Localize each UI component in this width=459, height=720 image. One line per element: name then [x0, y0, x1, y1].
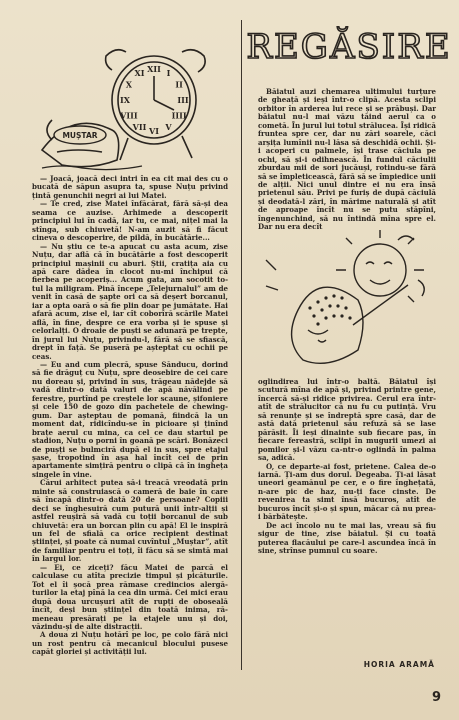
clock-numeral: XI [134, 68, 145, 79]
clock-numeral: XII [147, 64, 161, 74]
right-paragraph-4: De aci încolo nu te mai las, vreau să fiu sigur de tine, zise băiatul. Și cu toată puterea flacăului pe care-l ascundea încă în sine, strînse pumnul cu soare. [258, 520, 436, 556]
author-signature: HORIA ARAMĂ [363, 660, 435, 669]
clock-numeral: IX [120, 95, 130, 105]
left-paragraph-2: — Te cred, zise Matei înfăcărat, fără să-și dea seama ce auzise. Arhimede a descoperit principiul lui în cadă, iar tu, ce mai, nițel mai la stînga, sub chiuvetă! N-am auzit să fi făcut cineva o descoperire, de pildă, în bucătărie... [32, 199, 228, 243]
right-column-text-bottom [258, 378, 436, 556]
page-number: 9 [432, 690, 442, 705]
column-divider [241, 20, 242, 670]
clock-numeral: V [165, 121, 172, 132]
left-paragraph-4: — Eu and cum plecră, spuse Sănducu, dorind să fie drăguț cu Nuțu, spre deosebire de cei care nu doreau și, privind în sus, trăgeau nădejde să vadă dintr-o dată valuri de apă năvălind pe ferestre, purtînd pe creștele lor scaune, șifoniere și cele 150 de gozo din pachetele de chewing-gum. Dar așteptau de pomană, fiindcă la un moment dat, ridicîndu-se în picioare și ținînd brațe aerul cu mina, ca cel ce dau startul pe stadion, Nuțu o porni în goană pe scări. Bonăzeci de pușți se bulmciră după el in sus, spre etajul șase, tropotind în așa hal încît cei de prin apartamente simțiră pentru o clipă că în ingheța singele în vine. [32, 359, 228, 479]
clock-numeral: III [177, 95, 189, 105]
left-paragraph-3: — Nu știu ce te-a apucat cu asta acum, zise Nuțu, dar află că în bucătărie a fost descoperit principiul mașinii cu aburi. Știi, cratița aia cu apă care dădea în clocot nu-mi închipui că fierbea pe acoperiș... Acum gata, am socotit to-tul la miligram. Pină începe „Telejurnalul” am de venit în casă de șapte ori ca să deșert borcanul, iar a opta oară o să fie plin doar pe jumătate. Hai afară acum, zise el, iar cît coborîră scările Matei află, în fine, despre ce era vorba și ie spuse și celorlalți. O droaie de puști se adunară pe trepte, în jurul lui Nuțu, privindu-l, fără să se sfiască, drept în față. Se puseră pe așteptat cu ochii pe ceas. [32, 241, 228, 361]
mustar-jar-label: MUȘTAR [62, 131, 98, 140]
clock-numeral: I [166, 68, 171, 79]
left-paragraph-1: — Joacă, joacă deci intri în ea cit mai des cu o bucată de săpun asupra ta, spuse Nuțu privind țintă genunchii negri ai lui Matei. [32, 174, 228, 200]
boy-and-sun-illustration [258, 230, 436, 375]
clock-numeral: X [125, 79, 133, 90]
left-paragraph-5: Cărui arhitect putea să-i treacă vreodată prin minte să construiască o cameră de baie în care să încapă dintr-o dată 20 de persoane? Copiii deci se înghesuiră cum putură unii într-alții și astfel reușiră să vadă cu toții borcanul de sub chiuvetă: era un borcan plin cu apă! El le inspiră un fel de sfială ca orice recipient destinat științei, și poate că numai cuvîntul „Muștar”, atît de familiar pentru ei toți, îi făcu să se simtă mai în largul lor. [32, 478, 228, 564]
right-column-text-top [258, 88, 436, 232]
clock-numeral: VIII [120, 110, 138, 121]
left-paragraph-6: — Ei, ce ziceți? făcu Matei de parcă el calculase cu atîta precizie timpul și picăturile. Tot el îi șocă prea rămase credincios alergă-turilor la etaj pînă la cea din urmă. Cei mici erau după doua urcușuri atît de rupți de oboseală încît, deși bun științel din toată inima, ră-meneau presărați pe la etajele unu și doi, văzindu-și de alte distracții. [32, 562, 228, 632]
right-paragraph-3: O, ce departe-ai fost, prietene. Calea de-o iarnă. Ți-am dus dorul. Degeaba. Ți-ai lăsat uneori geamănul pe cer, e o fire înghețată, n-are pic de haz, nu-ți face cinste. De revenirea ta simt însă bucuros, atît de bucuros încît și-o și spun, măcar că nu prea-i bărbătește. [258, 461, 436, 522]
story-title-text: REGĂSIRE [246, 27, 452, 67]
clock-numeral: VII [132, 121, 147, 132]
clock-numeral: VI [149, 126, 159, 136]
clock-numeral: II [175, 79, 183, 90]
clock-numeral: IIII [171, 110, 187, 121]
right-paragraph-1: Băiatul auzi chemarea ultimului turțure de gheață și ieși într-o clipă. Acesta sclipi orbitor în arderea lui rece și se prăbuși. Dar băiatul nu-l mai văzu tăind aerul ca o cometă. În jurul lui totul strălucea. Își ridică fruntea spre cer, dar nu zări soarele, căci arșița lumînii nu-l lăsa să deschidă ochii. Și-i acoperi cu palmele, își trase căciula pe ochi, să și-i odihnească. În fundul căciulii zburdau mii de sori jucăuși, rotindu-se fără să se împleticească, fără să se împiedice unii de alții. Nici unul dintre ei nu era însă prietenul său. Privi pe furiș de după căciulă și deodată-l zări, în mărime naturală și atît de aproape încît nu se putu stăpîni, îngenunchind, să nu întindă mîna spre el. Dar nu era decît [258, 87, 436, 232]
left-paragraph-7: A doua zi Nuțu hotărî pe loc, pe colo fără nici un rost pentru că mecanicul blocului pusese capăt gloriei și activității lui. [32, 630, 228, 657]
story-title [246, 20, 452, 68]
clock-illustration [32, 40, 222, 175]
right-paragraph-2: oglindirea lui într-o baltă. Băiatul își scutură mîna de apă și, privind printre gene, încercă să-și ridice privirea. Cerul era într-atît de strălucitor că nu fu cu putință. Vru să renunțe și se îndreptă spre casă, dar de astă dată prietenul său refuză să se lase părăsit. Îi ieși dinainte sub fiecare pas, în fiecare fereastră, sclipi în mugurii umezi ai pomilor și-l văzu ca-ntr-o oglindă în palma sa, adică. [258, 377, 436, 463]
left-column-text [32, 175, 228, 657]
